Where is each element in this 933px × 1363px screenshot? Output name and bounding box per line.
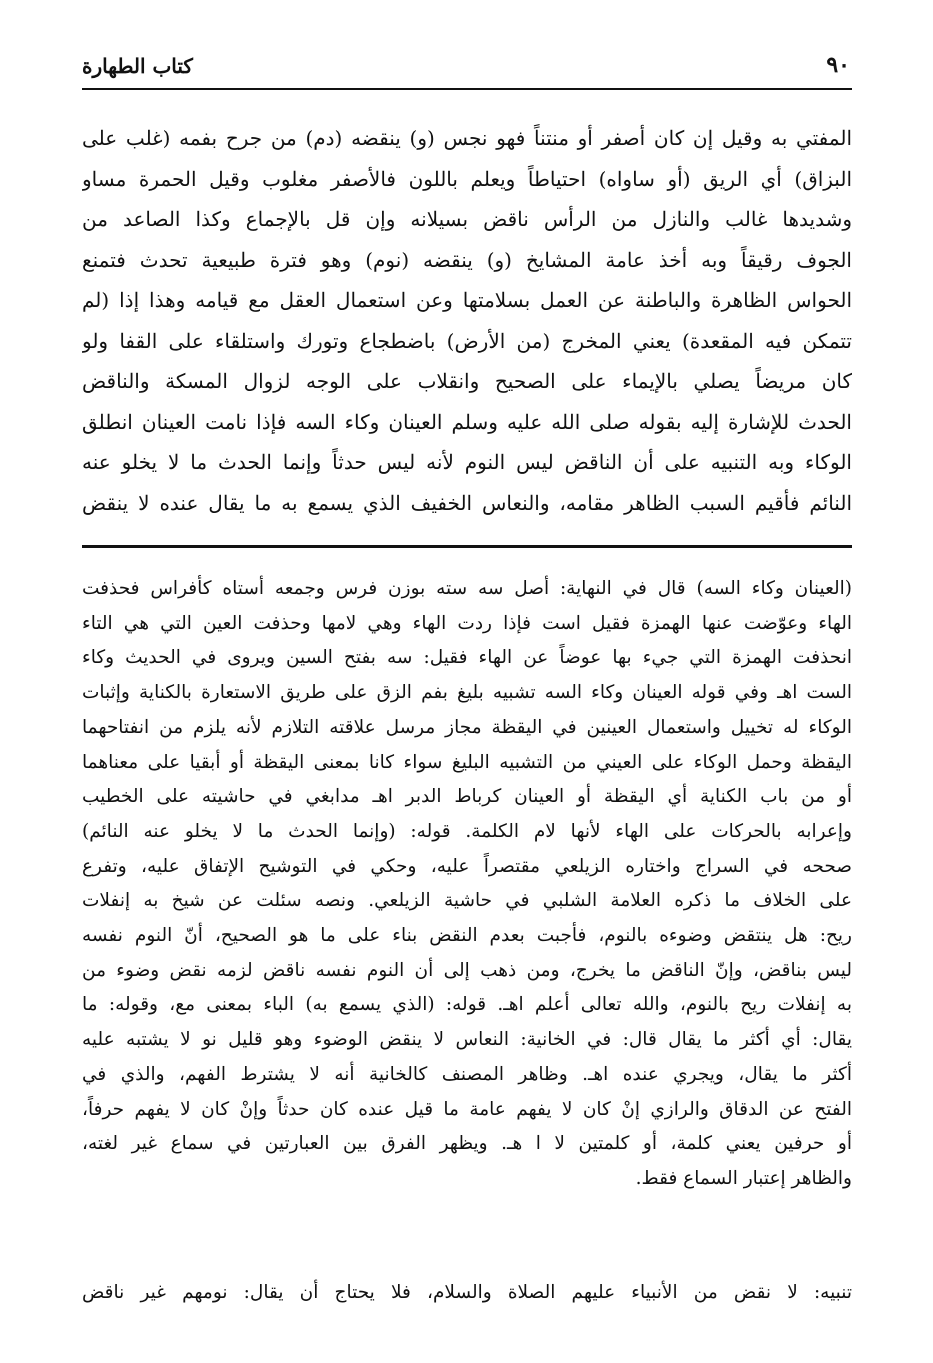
main-text-body bbox=[82, 118, 852, 523]
footnote-line: ليس بناقض، وإنّ الناقض ما يخرج، ومن ذهب إلى أن النوم نفسه ناقض لزمه نقض وضوء من bbox=[82, 959, 852, 981]
page-number: ٩٠ bbox=[826, 52, 850, 78]
footnote-line: ريح: هل ينتقض وضوءه بالنوم، فأجبت بعدم النقض بناء على ما هو الصحيح، أنّ النوم نفسه bbox=[82, 925, 852, 947]
main-text-line: النائم فأقيم السبب الظاهر مقامه، والنعاس الخفيف الذي يسمع به ما يقال عنده لا ينقض bbox=[82, 490, 852, 515]
main-text-line: الوكاء وبه التنبيه على أن الناقض ليس النوم لأنه ليس حدثاً وإنما الحدث ما لا يخلو عنه bbox=[82, 450, 852, 474]
footnote-line: وإعرابه بالحركات على الهاء لأنها لام الكلمة. قوله: (وإنما الحدث ما لا يخلو عنه النائم) bbox=[82, 820, 852, 842]
book-title: كتاب الطهارة bbox=[82, 54, 193, 78]
footnote-line: صححه في السراج واختاره الزيلعي مقتصراً عليه، وحكي في التوشيح الإتفاق عليه، وتفرع bbox=[82, 855, 852, 877]
header-rule bbox=[82, 88, 852, 90]
footnotes-section bbox=[82, 572, 852, 1197]
footnote-line: أكثر ما يقال، ويجري عنده اهـ. وظاهر المصنف كالخانية أنه لا يشترط الفهم، والذي في bbox=[82, 1063, 852, 1085]
footnote-line: (العينان وكاء السه) قال في النهاية: أصل سه سته بوزن فرس وجمعه أستاه كأفراس فحذفت bbox=[82, 578, 852, 599]
footnote-line: يقال: أي أكثر ما يقال قال: في الخانية: النعاس لا ينقض الوضوء وهو قليل نو لا يشتبه عليه bbox=[82, 1029, 852, 1051]
footnote-separator bbox=[82, 545, 852, 548]
main-text-line: الجوف رقيقاً وبه أخذ عامة المشايخ (و) ينقضه (نوم) وهو فترة طبيعية تحدث فتمنع bbox=[82, 247, 852, 272]
footnote-line: أو حرفين يعني كلمة، أو كلمتين لا ا هـ. ويظهر الفرق بين العبارتين في سماع غير لغته، bbox=[82, 1133, 852, 1155]
footnote-line: اليقظة وحمل الوكاء على العيني من التشبيه البليغ سواء كانا بمعنى اليقظة أو أبقيا على معناهما bbox=[82, 751, 852, 773]
footnote-line: الهاء وعوّضت عنها الهمزة فقيل است فإذا ردت الهاء وهي لامها وحذفت العين التي هي التاء bbox=[82, 612, 852, 634]
page-header bbox=[82, 52, 852, 82]
footnote-line: الست اهـ وفي قوله العينان وكاء السه تشبيه بليغ بفم الزق على طريق الاستعارة بالكناية وإثبات bbox=[82, 682, 852, 704]
main-text-line: كان مريضاً يصلي بالإيماء على الصحيح وانقلاب على الوجه لزوال المسكة والناقض bbox=[82, 369, 852, 393]
footnote-line: على الخلاف ما ذكره العلامة الشلبي في حاشية الزيلعي. ونصه سئلت عن شيخ به إنفلات bbox=[82, 890, 852, 912]
footnote-line: الوكاء له تخييل واستعمال العينين في اليقظة مجاز مرسل علاقته التلازم لأنه يلزم من انفتاحهما bbox=[82, 716, 852, 738]
tanbih-note: تنبيه: لا نقض من الأنبياء عليهم الصلاة والسلام، فلا يحتاج أن يقال: نومهم غير ناقض bbox=[82, 1282, 852, 1303]
footnote-line: به إنفلات ريح بالنوم، والله تعالى أعلم اهـ. قوله: (الذي يسمع به) الباء بمعنى مع، وقوله: ما bbox=[82, 994, 852, 1016]
footnote-line: والظاهر إعتبار السماع فقط. bbox=[635, 1167, 852, 1189]
main-text-line: وشديدها غالب والنازل من الرأس ناقض بسيلانه وإن قل بالإجماع وكذا الصاعد من bbox=[82, 207, 852, 231]
main-text-line: البزاق) أي الريق (أو ساواه) احتياطاً ويعلم باللون فالأصفر مغلوب وقيل الحمرة مساو bbox=[82, 166, 852, 191]
main-text-line: المفتي به وقيل إن كان أصفر أو منتناً فهو نجس (و) ينقضه (دم) من جرح بفمه (غلب على bbox=[82, 126, 852, 150]
main-text-line: الحواس الظاهرة والباطنة عن العمل بسلامتها وعن استعمال العقل مع قيامه وهذا إذا (لم bbox=[82, 288, 852, 312]
footnote-line: الفتح عن الدقاق والرازي إنْ كان لا يفهم عامة ما قيل عنده كان حدثاً وإنْ كان لا يفهم حرفاً، bbox=[82, 1098, 852, 1120]
footnote-line: انحذفت الهمزة التي جيء بها عوضاً عن الهاء فقيل: سه بفتح السين ويروى في الحديث وكاء bbox=[82, 647, 852, 669]
main-text-line: الحدث للإشارة إليه بقوله صلى الله عليه وسلم العينان وكاء السه فإذا نامت العينان انطلق bbox=[82, 409, 852, 434]
footnote-line: أو من باب الكناية أي اليقظة أو العينان كرباط الدبر اهـ مدابغي في حاشيته على الخطيب bbox=[82, 786, 852, 808]
main-text-line: تتمكن فيه المقعدة) يعني المخرج (من الأرض) باضطجاع وتورك واستلقاء على القفا ولو bbox=[82, 328, 852, 353]
